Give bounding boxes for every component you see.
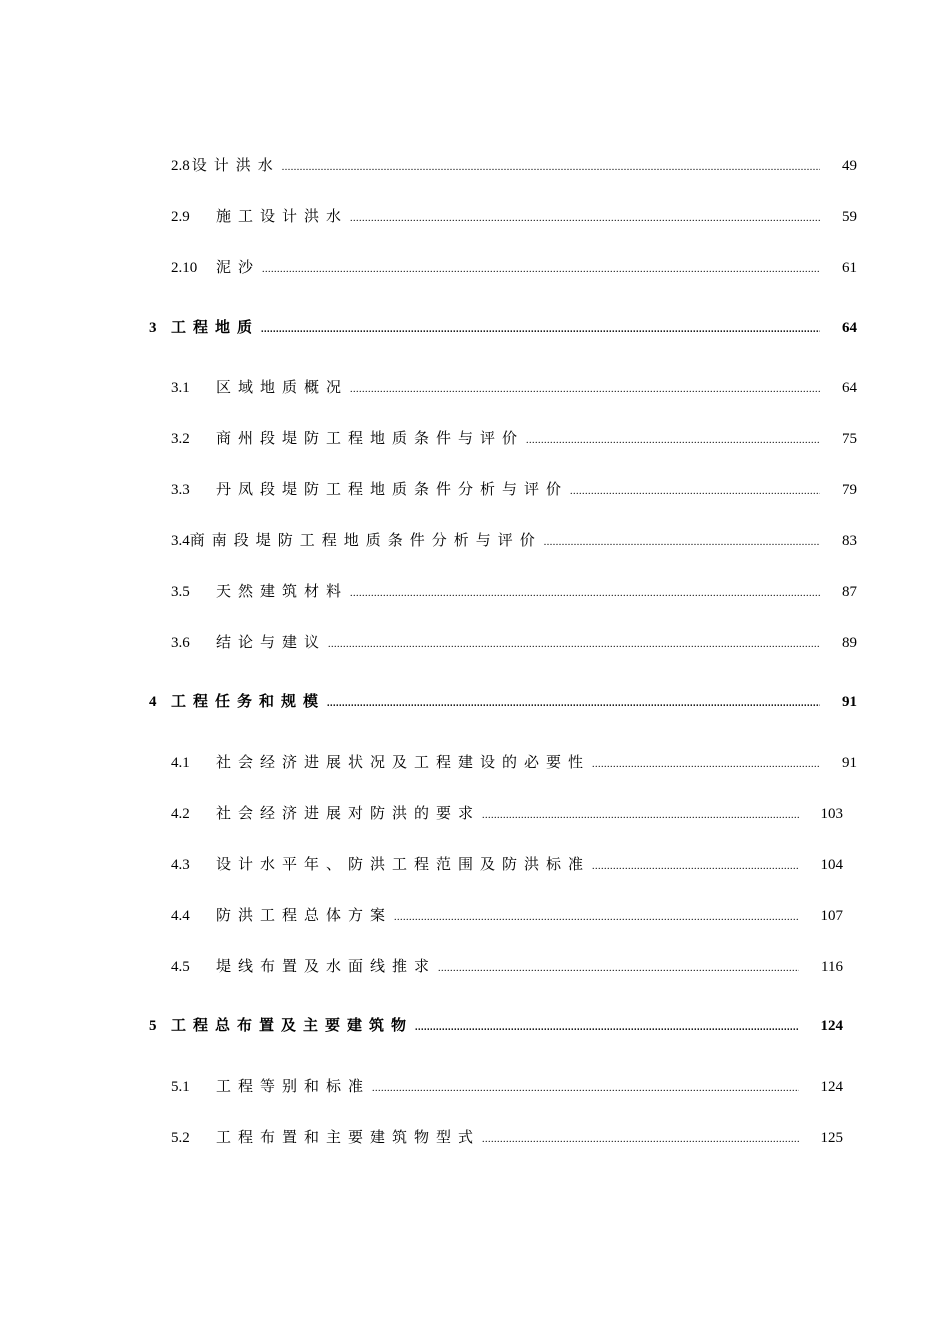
toc-entry-page: 107 bbox=[820, 908, 843, 924]
toc-entry-title: 商州段堤防工程地质条件与评价 bbox=[216, 429, 525, 447]
toc-entry-number: 3.2 bbox=[171, 431, 190, 447]
toc-chapter-4[interactable] bbox=[149, 690, 857, 710]
toc-entry-page: 79 bbox=[842, 482, 857, 498]
toc-entry-page: 103 bbox=[820, 806, 843, 822]
toc-chapter-title: 工程任务和规模 bbox=[171, 692, 326, 710]
toc-entry-title: 设计水平年、防洪工程范围及防洪标准 bbox=[216, 855, 591, 873]
toc-entry-page: 125 bbox=[820, 1130, 843, 1146]
toc-entry-4-3[interactable] bbox=[171, 853, 843, 873]
toc-entry-4-1[interactable] bbox=[171, 751, 857, 771]
toc-entry-4-2[interactable] bbox=[171, 802, 843, 822]
toc-entry-title: 社会经济进展对防洪的要求 bbox=[216, 804, 481, 822]
toc-entry-number: 3.1 bbox=[171, 380, 190, 396]
toc-chapter-page: 91 bbox=[842, 694, 857, 710]
toc-leader-dots bbox=[482, 810, 798, 821]
toc-entry-4-5[interactable] bbox=[171, 955, 843, 975]
toc-entry-5-2[interactable] bbox=[171, 1126, 843, 1146]
toc-leader-dots bbox=[592, 861, 798, 872]
toc-entry-title: 泥沙 bbox=[216, 258, 261, 276]
toc-entry-page: 91 bbox=[842, 755, 857, 771]
toc-entry-number: 2.8 bbox=[171, 158, 190, 174]
toc-entry-title: 天然建筑材料 bbox=[216, 582, 349, 600]
toc-entry-2-9[interactable] bbox=[171, 205, 857, 225]
toc-entry-page: 124 bbox=[820, 1079, 843, 1095]
toc-entry-title: 防洪工程总体方案 bbox=[216, 906, 393, 924]
toc-entry-page: 75 bbox=[842, 431, 857, 447]
toc-chapter-title: 工程地质 bbox=[171, 318, 260, 336]
toc-entry-number: 3.4 bbox=[171, 533, 190, 549]
toc-chapter-5[interactable] bbox=[149, 1014, 843, 1034]
toc-chapter-3[interactable] bbox=[149, 316, 857, 336]
toc-leader-dots bbox=[350, 384, 820, 395]
toc-entry-2-10[interactable] bbox=[171, 256, 857, 276]
toc-leader-dots bbox=[372, 1083, 798, 1094]
toc-chapter-page: 64 bbox=[842, 320, 857, 336]
toc-leader-dots bbox=[394, 912, 798, 923]
toc-entry-title: 堤线布置及水面线推求 bbox=[216, 957, 437, 975]
toc-chapter-number: 3 bbox=[149, 320, 157, 336]
toc-entry-page: 49 bbox=[842, 158, 857, 174]
toc-entry-3-1[interactable] bbox=[171, 376, 857, 396]
toc-entry-page: 64 bbox=[842, 380, 857, 396]
toc-entry-title: 商南段堤防工程地质条件分析与评价 bbox=[189, 531, 542, 549]
toc-entry-title: 施工设计洪水 bbox=[216, 207, 349, 225]
toc-entry-title: 结论与建议 bbox=[216, 633, 327, 651]
toc-entry-page: 59 bbox=[842, 209, 857, 225]
toc-entry-page: 104 bbox=[820, 857, 843, 873]
toc-leader-dots bbox=[438, 963, 799, 974]
toc-entry-title: 工程等别和标准 bbox=[216, 1077, 371, 1095]
toc-leader-dots bbox=[570, 486, 820, 497]
toc-entry-title: 社会经济进展状况及工程建设的必要性 bbox=[216, 753, 591, 771]
toc-entry-page: 87 bbox=[842, 584, 857, 600]
toc-chapter-number: 5 bbox=[149, 1018, 157, 1034]
toc-entry-number: 3.5 bbox=[171, 584, 190, 600]
toc-entry-page: 89 bbox=[842, 635, 857, 651]
toc-leader-dots bbox=[415, 1022, 798, 1033]
toc-leader-dots bbox=[526, 435, 820, 446]
toc-entry-3-3[interactable] bbox=[171, 478, 857, 498]
toc-entry-title: 丹凤段堤防工程地质条件分析与评价 bbox=[216, 480, 569, 498]
toc-leader-dots bbox=[592, 759, 820, 770]
toc-entry-3-5[interactable] bbox=[171, 580, 857, 600]
toc-entry-page: 116 bbox=[821, 959, 843, 975]
toc-entry-3-4[interactable] bbox=[171, 529, 857, 549]
toc-chapter-page: 124 bbox=[820, 1018, 843, 1034]
toc-chapter-title: 工程总布置及主要建筑物 bbox=[171, 1016, 414, 1034]
toc-leader-dots bbox=[544, 537, 820, 548]
toc-entry-number: 2.10 bbox=[171, 260, 198, 276]
toc-entry-number: 4.3 bbox=[171, 857, 190, 873]
toc-leader-dots bbox=[350, 588, 820, 599]
toc-entry-number: 4.1 bbox=[171, 755, 190, 771]
toc-leader-dots bbox=[350, 213, 820, 224]
toc-entry-3-2[interactable] bbox=[171, 427, 857, 447]
toc-entry-number: 3.3 bbox=[171, 482, 190, 498]
toc-leader-dots bbox=[282, 162, 820, 173]
toc-entry-title: 设计洪水 bbox=[191, 156, 280, 174]
toc-entry-number: 5.1 bbox=[171, 1079, 190, 1095]
toc-entry-page: 61 bbox=[842, 260, 857, 276]
toc-entry-number: 4.4 bbox=[171, 908, 190, 924]
toc-leader-dots bbox=[327, 698, 820, 709]
toc-entry-number: 2.9 bbox=[171, 209, 190, 225]
toc-leader-dots bbox=[482, 1134, 798, 1145]
toc-entry-page: 83 bbox=[842, 533, 857, 549]
toc-leader-dots bbox=[261, 324, 820, 335]
toc-entry-title: 区域地质概况 bbox=[216, 378, 349, 396]
toc-chapter-number: 4 bbox=[149, 694, 157, 710]
toc-leader-dots bbox=[328, 639, 820, 650]
toc-entry-number: 5.2 bbox=[171, 1130, 190, 1146]
toc-entry-number: 4.5 bbox=[171, 959, 190, 975]
toc-entry-4-4[interactable] bbox=[171, 904, 843, 924]
toc-entry-5-1[interactable] bbox=[171, 1075, 843, 1095]
toc-entry-3-6[interactable] bbox=[171, 631, 857, 651]
toc-entry-title: 工程布置和主要建筑物型式 bbox=[216, 1128, 481, 1146]
toc-entry-2-8[interactable] bbox=[171, 154, 857, 174]
toc-entry-number: 3.6 bbox=[171, 635, 190, 651]
toc-leader-dots bbox=[262, 264, 820, 275]
toc-entry-number: 4.2 bbox=[171, 806, 190, 822]
